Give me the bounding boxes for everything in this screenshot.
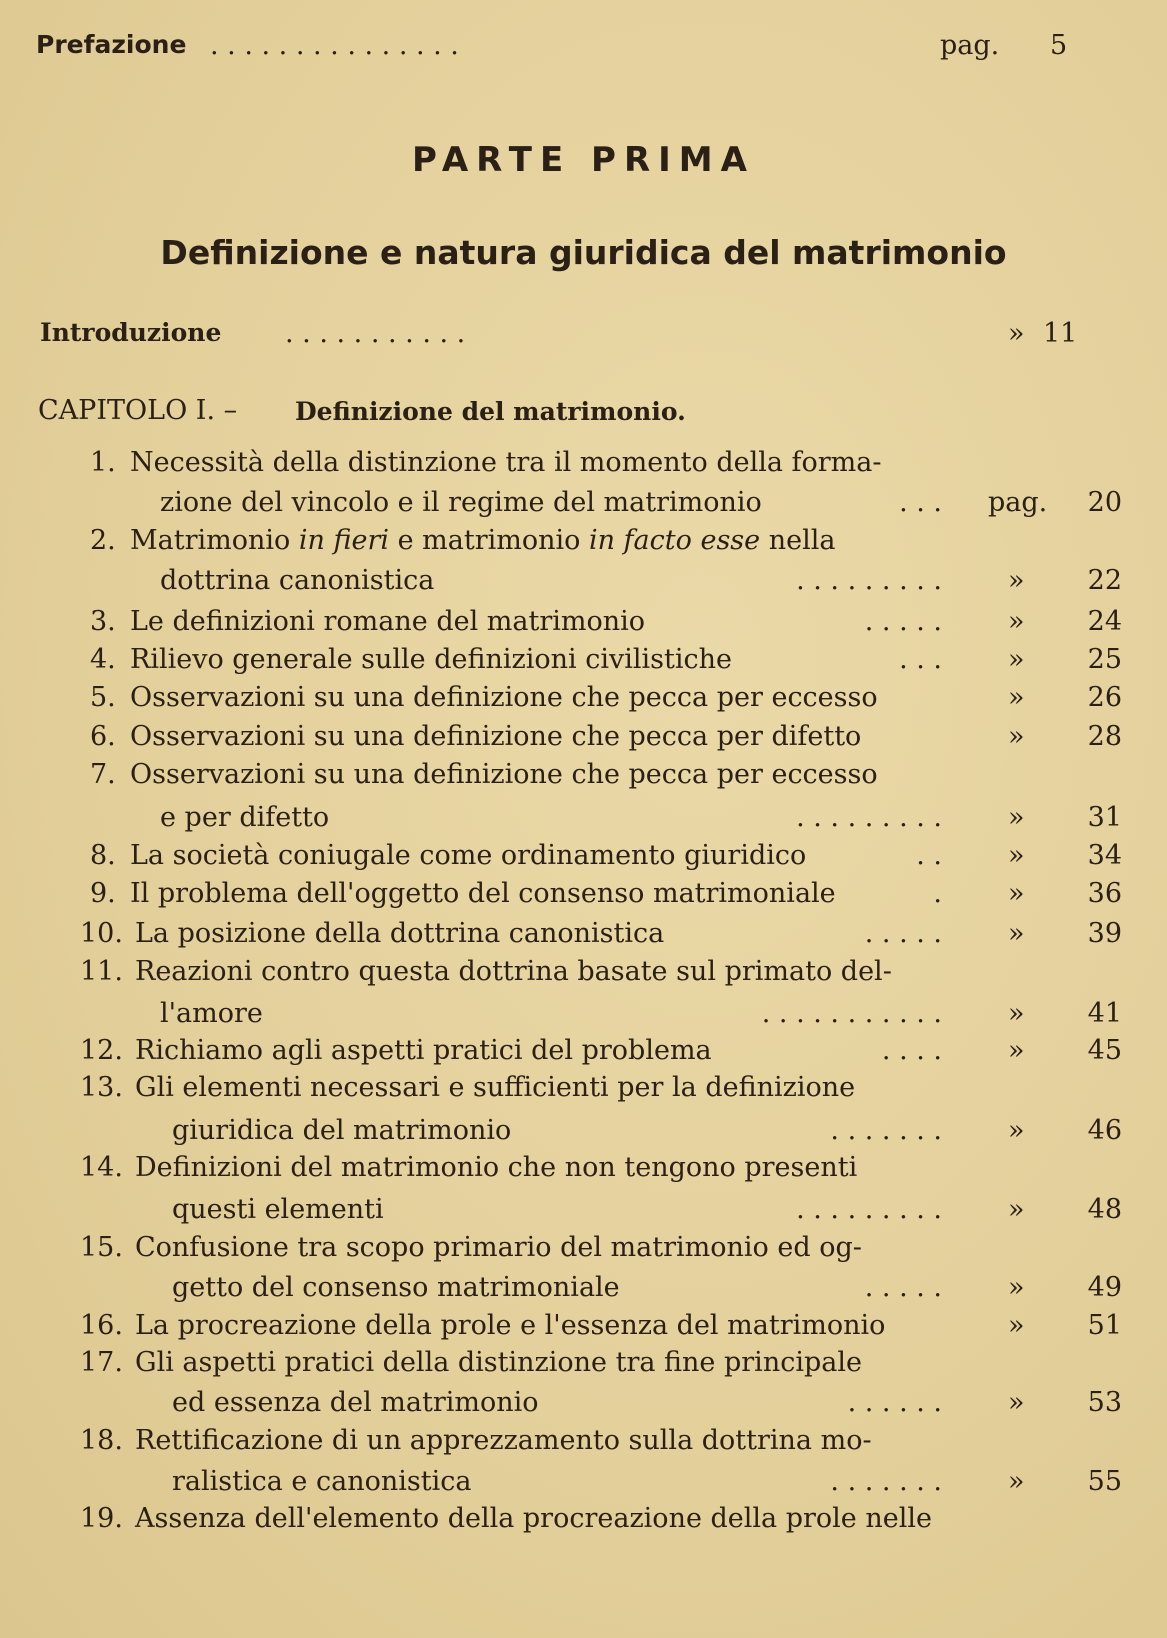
entry-number: 6. — [90, 721, 116, 752]
entry-number: 11. — [80, 956, 123, 987]
entry-title: Il problema dell'oggetto del consenso matrimoniale — [130, 878, 836, 909]
leader-dots: . . . — [899, 644, 942, 675]
page-number: 11 — [1043, 318, 1078, 349]
page-number: 45 — [1087, 1035, 1122, 1066]
entry-title: Rilievo generale sulle definizioni civilistiche — [130, 644, 732, 675]
page-number: 53 — [1087, 1387, 1122, 1418]
entry-title-continued: dottrina canonistica — [160, 565, 435, 596]
leader-dots: . . . . . . . — [830, 1115, 942, 1146]
leader-dots: . . . . — [881, 1035, 942, 1066]
page-number: 26 — [1087, 682, 1122, 713]
entry-title: Necessità della distinzione tra il momento della forma- — [130, 447, 882, 478]
ref-mark: » — [1008, 1115, 1025, 1146]
entry-number: 15. — [80, 1232, 123, 1263]
page-number: 48 — [1087, 1194, 1122, 1225]
toc-entry-introduzione[interactable] — [0, 318, 1167, 362]
ref-mark: » — [1008, 1035, 1025, 1066]
entry-title: Assenza dell'elemento della procreazione della prole nelle — [135, 1503, 932, 1534]
entry-number: 18. — [80, 1425, 123, 1456]
entry-number: 9. — [90, 878, 116, 909]
page-number: 25 — [1087, 644, 1122, 675]
latin-term: in facto esse — [588, 525, 769, 556]
entry-title — [130, 525, 835, 556]
leader-dots: . . . — [899, 487, 942, 518]
ref-mark: » — [1008, 840, 1025, 871]
page-number: 36 — [1087, 878, 1122, 909]
entry-title-continued: ralistica e canonistica — [172, 1466, 472, 1497]
page-number: 24 — [1087, 606, 1122, 637]
leader-dots: . . . . . . . . . — [796, 802, 942, 833]
entry-title: Osservazioni su una definizione che pecca per eccesso — [130, 759, 878, 790]
part-subtitle: Definizione e natura giuridica del matrimonio — [160, 233, 1007, 272]
toc-entry[interactable] — [0, 956, 1167, 1000]
entry-title: La posizione della dottrina canonistica — [135, 918, 665, 949]
entry-title: Osservazioni su una definizione che pecca per difetto — [130, 721, 862, 752]
entry-title-continued: giuridica del matrimonio — [172, 1115, 512, 1146]
entry-number: 4. — [90, 644, 116, 675]
part-title: PARTE PRIMA — [412, 140, 755, 180]
toc-entry[interactable] — [0, 682, 1167, 726]
entry-title: La società coniugale come ordinamento giuridico — [130, 840, 807, 871]
toc-entry-prefazione[interactable] — [0, 30, 1167, 74]
title-fragment: Matrimonio — [130, 525, 299, 556]
entry-title: Confusione tra scopo primario del matrimonio ed og- — [135, 1232, 862, 1263]
toc-entry[interactable] — [0, 1347, 1167, 1391]
chapter-label: CAPITOLO I. – — [38, 395, 238, 426]
toc-entry[interactable] — [0, 447, 1167, 491]
toc-entry-continuation[interactable] — [0, 565, 1167, 609]
leader-dots: . . . . . . — [847, 1387, 942, 1418]
entry-title-continued: e per difetto — [160, 802, 330, 833]
leader-dots: . . . . . — [864, 918, 942, 949]
page-number: 41 — [1087, 998, 1122, 1029]
leader-dots: . . . . . — [864, 1272, 942, 1303]
toc-entry[interactable] — [0, 878, 1167, 922]
ref-mark: » — [1008, 998, 1025, 1029]
ref-mark: » — [1008, 565, 1025, 596]
title-fragment: nella — [768, 525, 836, 556]
page-number: 28 — [1087, 721, 1122, 752]
pag-label: pag. — [940, 30, 1000, 61]
entry-title: Rettificazione di un apprezzamento sulla dottrina mo- — [135, 1425, 872, 1456]
entry-label: Introduzione — [40, 318, 222, 347]
leader-dots: . . — [916, 840, 942, 871]
entry-title: Richiamo agli aspetti pratici del problema — [135, 1035, 712, 1066]
latin-term: in fieri — [298, 525, 398, 556]
entry-number: 16. — [80, 1310, 123, 1341]
ref-mark: » — [1008, 1272, 1025, 1303]
title-fragment: e matrimonio — [397, 525, 589, 556]
page-number: 22 — [1087, 565, 1122, 596]
entry-title: Osservazioni su una definizione che pecca per eccesso — [130, 682, 878, 713]
entry-title-continued: zione del vincolo e il regime del matrimonio — [160, 487, 762, 518]
entry-number: 3. — [90, 606, 116, 637]
toc-entry[interactable] — [0, 1152, 1167, 1196]
entry-title: Gli aspetti pratici della distinzione tra fine principale — [135, 1347, 862, 1378]
chapter-title: Definizione del matrimonio. — [295, 397, 686, 426]
entry-title: Le definizioni romane del matrimonio — [130, 606, 646, 637]
page-number: 31 — [1087, 802, 1122, 833]
toc-entry[interactable] — [0, 525, 1167, 569]
entry-title-continued: getto del consenso matrimoniale — [172, 1272, 620, 1303]
page-number: 49 — [1087, 1272, 1122, 1303]
ref-mark: » — [1008, 682, 1025, 713]
page-number: 46 — [1087, 1115, 1122, 1146]
entry-number: 8. — [90, 840, 116, 871]
page-number: 5 — [1050, 30, 1068, 61]
ref-mark: » — [1008, 1387, 1025, 1418]
ref-mark: » — [1008, 606, 1025, 637]
entry-number: 2. — [90, 525, 116, 556]
entry-number: 19. — [80, 1503, 123, 1534]
entry-number: 13. — [80, 1072, 123, 1103]
ref-mark: » — [1008, 1194, 1025, 1225]
ref-mark: » — [1008, 721, 1025, 752]
entry-title: Gli elementi necessari e sufficienti per la definizione — [135, 1072, 856, 1103]
entry-number: 7. — [90, 759, 116, 790]
entry-title: Reazioni contro questa dottrina basate sul primato del- — [135, 956, 892, 987]
entry-number: 1. — [90, 447, 116, 478]
entry-label: Prefazione — [36, 30, 187, 59]
leader-dots: . . . . . . . . . . . — [761, 998, 942, 1029]
entry-title: Definizioni del matrimonio che non tengono presenti — [135, 1152, 858, 1183]
ref-mark: » — [1008, 318, 1025, 349]
toc-entry[interactable] — [0, 1072, 1167, 1116]
entry-title-continued: ed essenza del matrimonio — [172, 1387, 539, 1418]
entry-number: 14. — [80, 1152, 123, 1183]
page-number: 20 — [1087, 487, 1122, 518]
ref-mark: pag. — [988, 487, 1048, 518]
toc-entry[interactable] — [0, 1425, 1167, 1469]
entry-number: 5. — [90, 682, 116, 713]
leader-dots: . — [933, 878, 942, 909]
entry-title-continued: l'amore — [160, 998, 263, 1029]
page-number: 34 — [1087, 840, 1122, 871]
leader-dots: . . . . . . . . . — [796, 1194, 942, 1225]
ref-mark: » — [1008, 644, 1025, 675]
toc-entry[interactable] — [0, 1232, 1167, 1276]
page-number: 55 — [1087, 1466, 1122, 1497]
leader-dots: . . . . . . . . . — [796, 565, 942, 596]
ref-mark: » — [1008, 878, 1025, 909]
entry-title: La procreazione della prole e l'essenza del matrimonio — [135, 1310, 886, 1341]
leader-dots: . . . . . — [864, 606, 942, 637]
leader-dots: . . . . . . . — [830, 1466, 942, 1497]
entry-number: 17. — [80, 1347, 123, 1378]
ref-mark: » — [1008, 918, 1025, 949]
entry-number: 10. — [80, 918, 123, 949]
ref-mark: » — [1008, 1310, 1025, 1341]
ref-mark: » — [1008, 802, 1025, 833]
chapter-heading — [0, 395, 1167, 439]
page-number: 39 — [1087, 918, 1122, 949]
page-number: 51 — [1087, 1310, 1122, 1341]
toc-entry[interactable] — [0, 1503, 1167, 1547]
entry-title-continued: questi elementi — [172, 1194, 384, 1225]
leader-dots: . . . . . . . . . . . . . . . — [210, 30, 459, 61]
leader-dots: . . . . . . . . . . . — [285, 318, 466, 349]
ref-mark: » — [1008, 1466, 1025, 1497]
entry-number: 12. — [80, 1035, 123, 1066]
toc-entry[interactable] — [0, 759, 1167, 803]
